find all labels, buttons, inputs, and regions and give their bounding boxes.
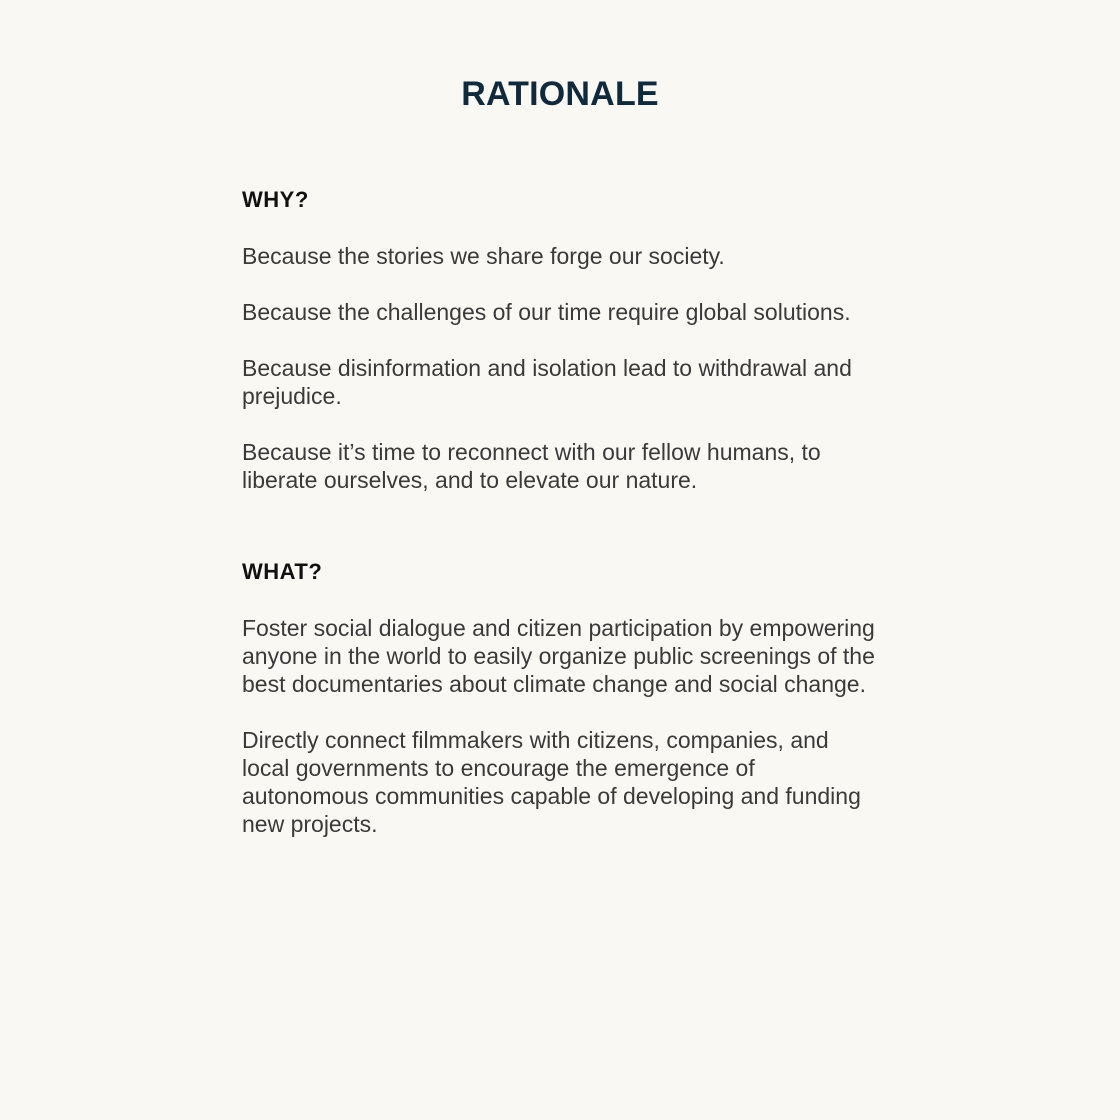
page-title: RATIONALE <box>461 75 659 113</box>
why-paragraph: Because the stories we share forge our society. <box>242 243 725 269</box>
section-why <box>242 186 882 494</box>
what-paragraph: Directly connect filmmakers with citizens, companies, and local governments to encourage the emergence of autonomous communities capable of developing and funding new projects. <box>242 727 861 837</box>
why-paragraph: Because it’s time to reconnect with our fellow humans, to liberate ourselves, and to elevate our nature. <box>242 439 821 493</box>
section-heading-what: WHAT? <box>242 559 323 584</box>
why-paragraph: Because disinformation and isolation lead to withdrawal and prejudice. <box>242 355 852 409</box>
rationale-content <box>242 186 882 838</box>
why-paragraph: Because the challenges of our time require global solutions. <box>242 299 851 325</box>
section-heading-why: WHY? <box>242 187 309 212</box>
section-what <box>242 558 882 838</box>
what-paragraph: Foster social dialogue and citizen participation by empowering anyone in the world to easily organize public screenings of the best documentaries about climate change and social change. <box>242 615 875 697</box>
